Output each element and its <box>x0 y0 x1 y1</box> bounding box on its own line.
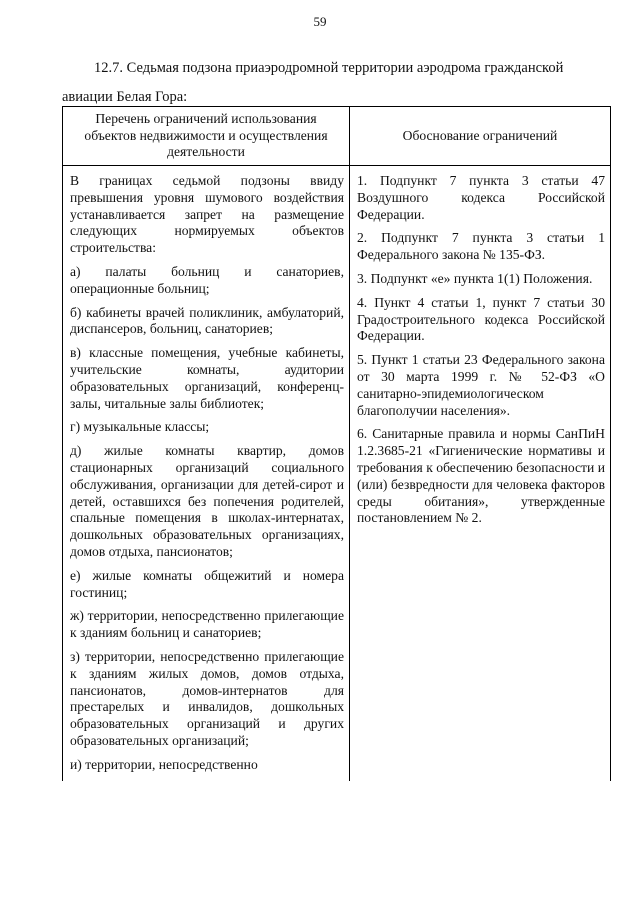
restriction-item-g: г) музыкальные классы; <box>70 419 210 435</box>
section-heading <box>62 54 610 112</box>
restriction-item-i: и) территории, непосредственно <box>70 756 258 772</box>
page-number: 59 <box>313 14 327 29</box>
section-heading-line1: 12.7. Седьмая подзона приаэродромной территории аэродрома гражданской <box>94 60 564 76</box>
restriction-item-zh: ж) территории, непосредственно прилегающие к зданиям больниц и санаториев; <box>70 608 344 641</box>
restriction-item-b: б) кабинеты врачей поликлиник, амбулаторий, диспансеров, больниц, санаториев; <box>70 304 344 337</box>
restriction-item-d: д) жилые комнаты квартир, домов стационарных организаций социального обслуживания, организации для детей-сирот и детей, оставшихся без попечения родителей, спальные помещения в школах-интернатах, дошкольных образовательных организациях, домов отдыха, пансионатов; <box>70 443 344 559</box>
header-justification: Обоснование ограничений <box>350 107 611 166</box>
restrictions-cell <box>63 166 350 781</box>
table-row <box>63 166 611 781</box>
restriction-intro: В границах седьмой подзоны ввиду превышения уровня шумового воздействия устанавливается запрет на размещение следующих нормируемых объектов строительства: <box>70 173 344 256</box>
restriction-item-e: е) жилые комнаты общежитий и номера гостиниц; <box>70 567 344 600</box>
justification-item-3: 3. Подпункт «е» пункта 1(1) Положения. <box>357 270 593 286</box>
restriction-item-v: в) классные помещения, учебные кабинеты, учительские комнаты, аудитории образовательных организаций, конференц-залы, читальные залы библиотек; <box>70 345 344 411</box>
justification-cell <box>350 166 611 781</box>
restrictions-table <box>62 106 611 781</box>
justification-item-4: 4. Пункт 4 статьи 1, пункт 7 статьи 30 Градостроительного кодекса Российской Федерации. <box>357 294 605 344</box>
restriction-item-a: а) палаты больниц и санаториев, операционные больниц; <box>70 263 344 296</box>
justification-item-6: 6. Санитарные правила и нормы СанПиН 1.2.3685-21 «Гигиенические нормативы и требования к обеспечению безопасности и (или) безвредности для человека факторов среды обитания», утвержденные постановлением № 2. <box>357 426 605 526</box>
table-header-row <box>63 107 611 166</box>
justification-item-5: 5. Пункт 1 статьи 23 Федерального закона от 30 марта 1999 г. № 52-ФЗ «О санитарно-эпидемиологическом благополучии населения». <box>357 352 605 418</box>
justification-item-1: 1. Подпункт 7 пункта 3 статьи 47 Воздушного кодекса Российской Федерации. <box>357 173 605 222</box>
header-restrictions-list: Перечень ограничений использования объектов недвижимости и осуществления деятельности <box>63 107 350 166</box>
restriction-item-z: з) территории, непосредственно прилегающие к зданиям жилых домов, домов отдыха, пансионатов, домов-интернатов для престарелых и инвалидов, дошкольных образовательных организаций и других образовательных организаций; <box>70 648 344 748</box>
justification-item-2: 2. Подпункт 7 пункта 3 статьи 1 Федерального закона № 135-ФЗ. <box>357 230 605 263</box>
section-heading-line2: авиации Белая Гора: <box>62 89 188 105</box>
